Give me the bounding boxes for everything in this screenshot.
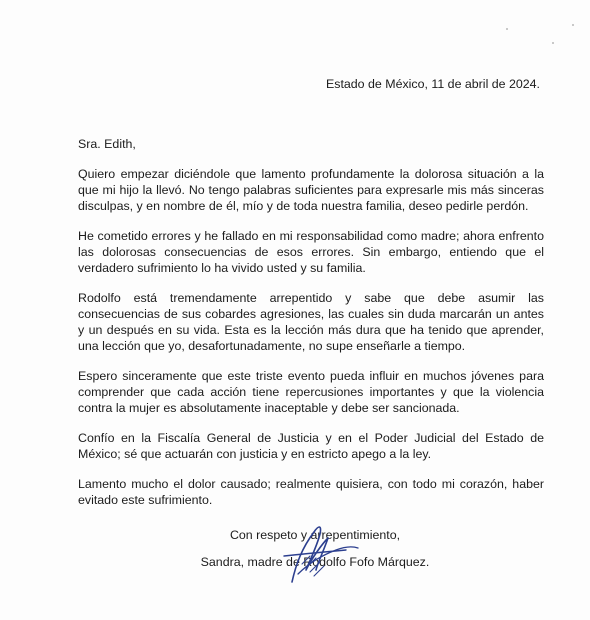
letter-signer: Sandra, madre de Rodolfo Fofo Márquez. bbox=[200, 555, 430, 569]
letter-paragraph: He cometido errores y he fallado en mi responsabilidad como madre; ahora enfrento las dolorosas consecuencias de esos errores. Sin embargo, entiendo que el verdadero sufrimiento lo ha vivido usted y su familia. bbox=[78, 229, 544, 275]
letter-paragraph: Espero sinceramente que este triste evento pueda influir en muchos jóvenes para comprender que cada acción tiene repercusiones importantes y que la violencia contra la mujer es absolutamente inaceptable y debe ser sancionada. bbox=[78, 369, 544, 415]
letter-body bbox=[78, 166, 544, 522]
letter-paragraph: Rodolfo está tremendamente arrepentido y sabe que debe asumir las consecuencias de sus cobardes agresiones, las cuales sin duda marcarán un antes y un después en su vida. Esta es la lección más dura que ha tenido que aprender, una lección que yo, desafortunadamente, no supe enseñarle a tiempo. bbox=[78, 291, 544, 353]
letter-paragraph: Lamento mucho el dolor causado; realmente quisiera, con todo mi corazón, haber evitado este sufrimiento. bbox=[78, 477, 544, 507]
handwritten-signature bbox=[262, 504, 382, 594]
letter-salutation: Sra. Edith, bbox=[78, 137, 136, 151]
letter-paragraph: Quiero empezar diciéndole que lamento profundamente la dolorosa situación a la que mi hijo la llevó. No tengo palabras suficientes para expresarle mis más sinceras disculpas, y en nombre de él, mío y de toda nuestra familia, deseo pedirle perdón. bbox=[78, 167, 544, 213]
paper-speck bbox=[506, 28, 508, 30]
paper-speck bbox=[552, 42, 554, 44]
letter-date: Estado de México, 11 de abril de 2024. bbox=[326, 77, 540, 91]
paper-speck bbox=[572, 24, 574, 26]
letter-paragraph: Confío en la Fiscalía General de Justicia y en el Poder Judicial del Estado de México; sé que actuarán con justicia y en estricto apego a la ley. bbox=[78, 431, 544, 461]
letter-closing: Con respeto y arrepentimiento, bbox=[229, 528, 401, 542]
